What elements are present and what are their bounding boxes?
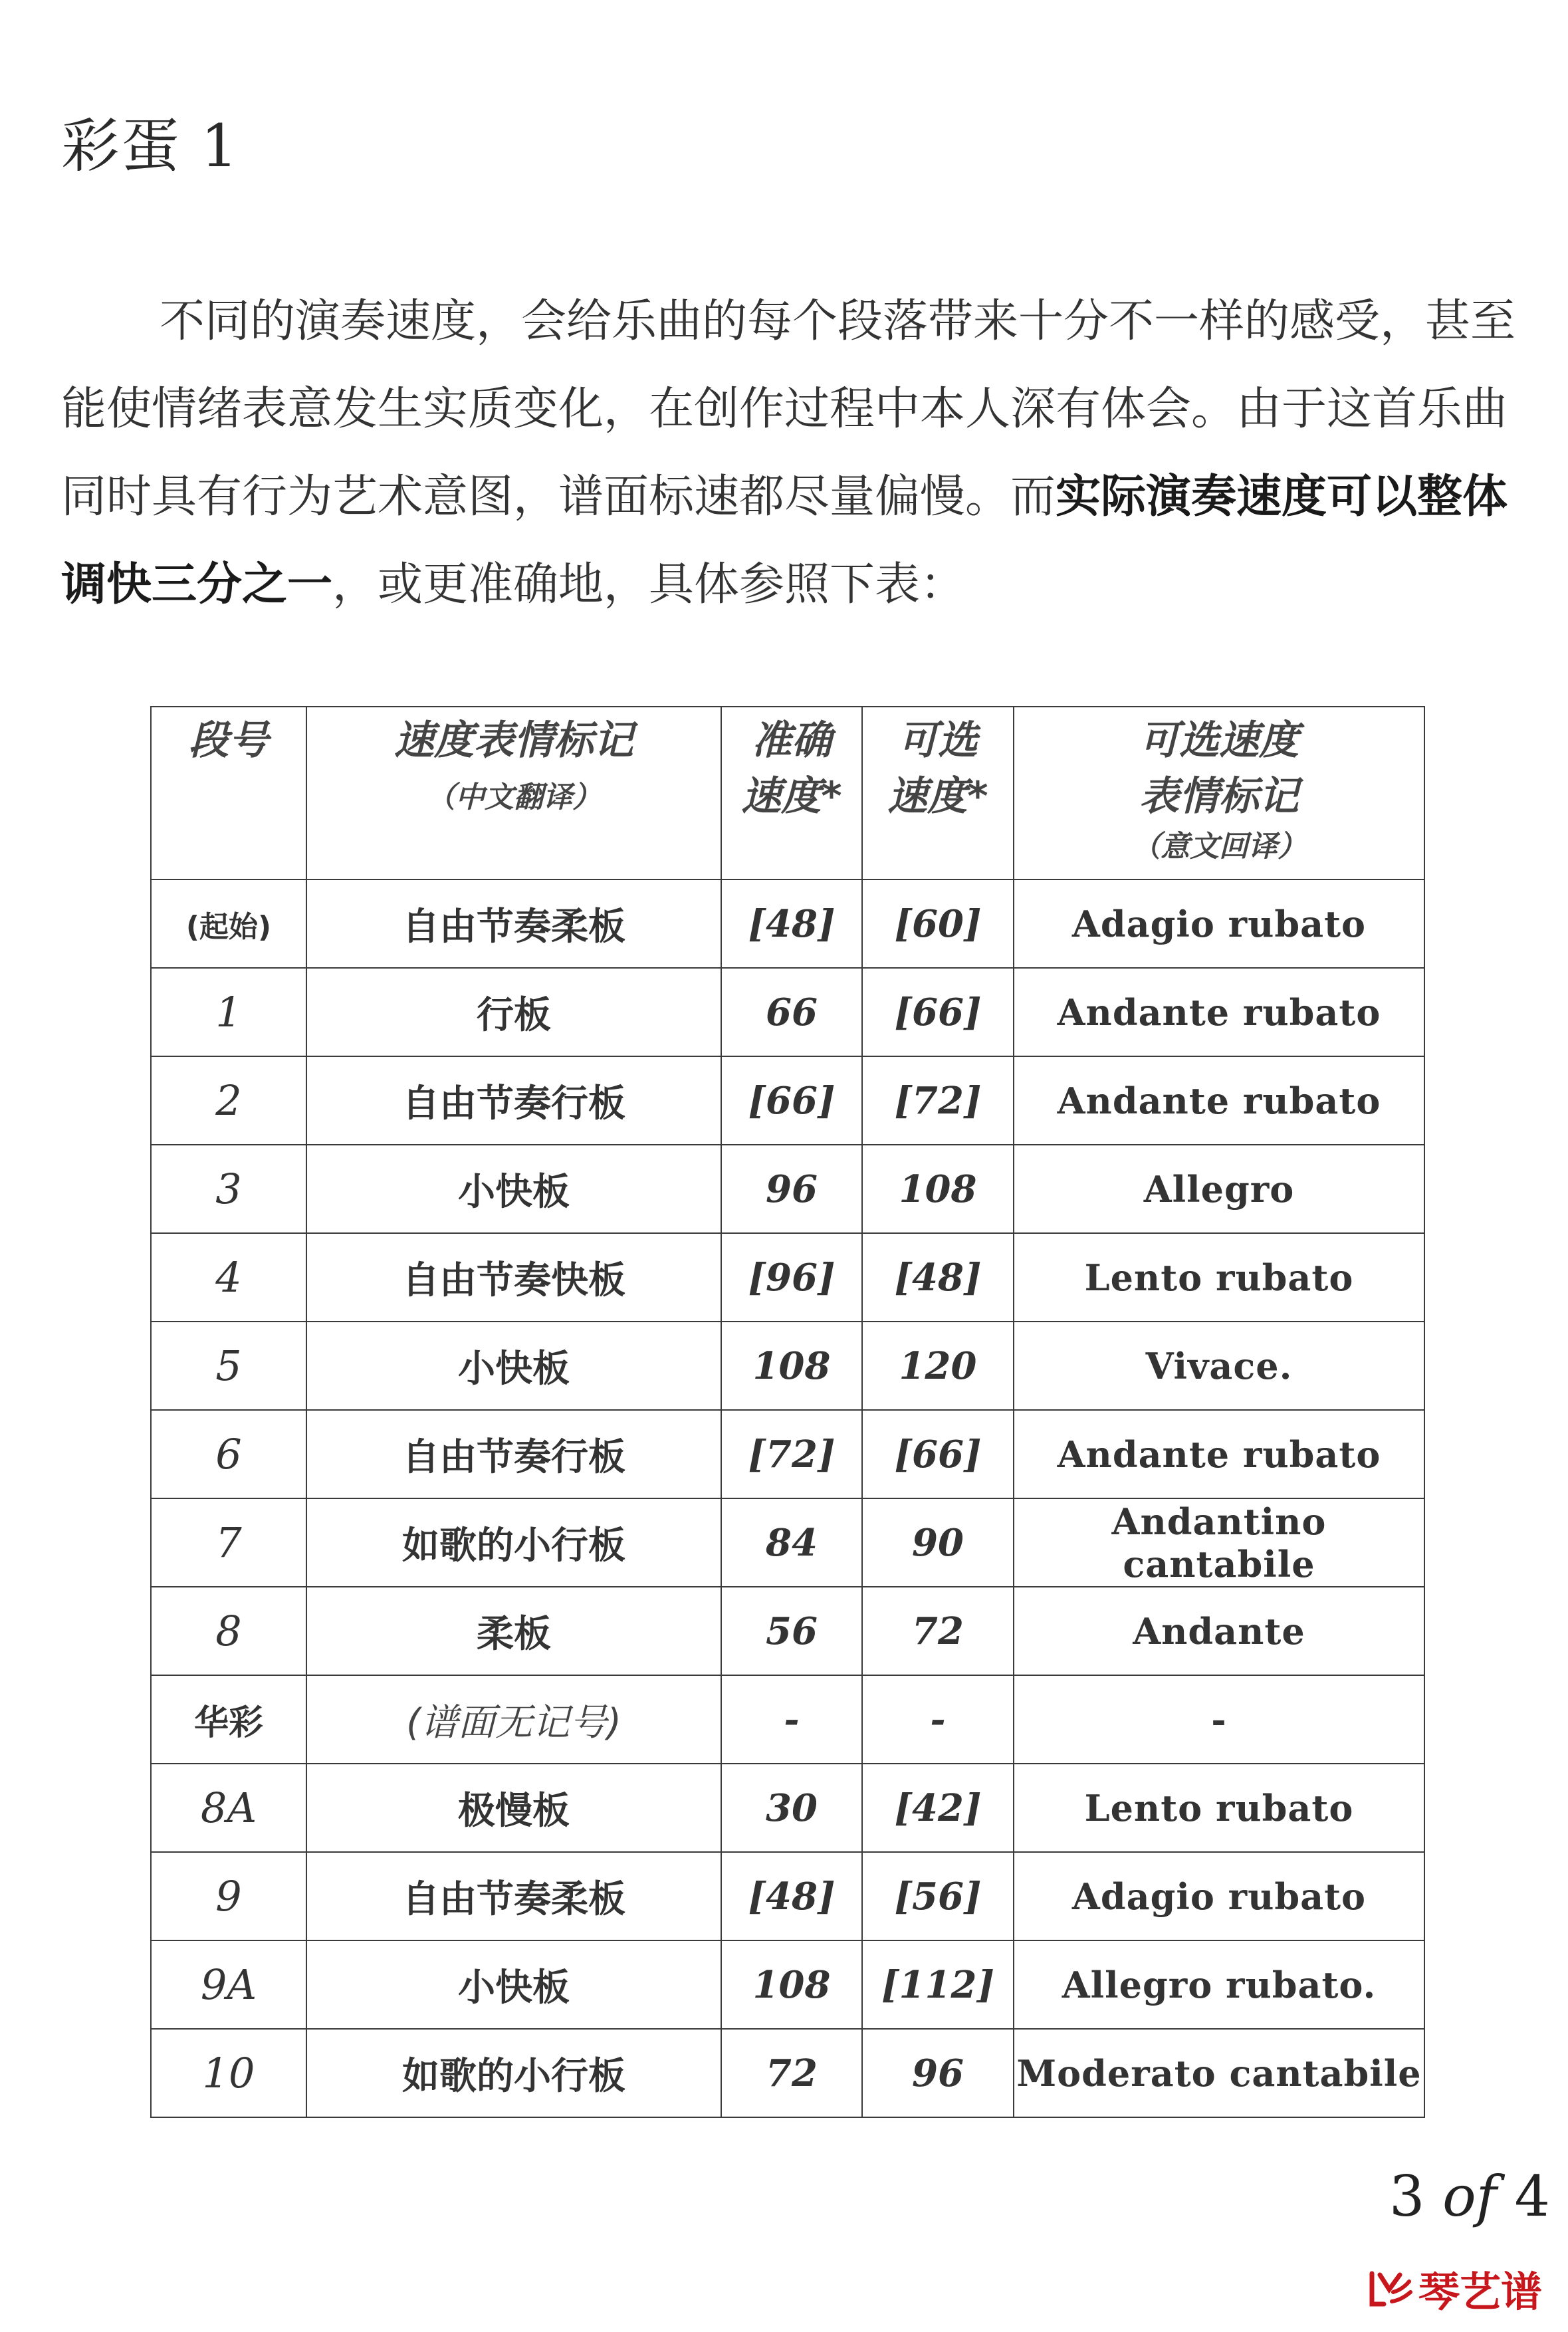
cell-optional-tempo: 96 (862, 2029, 1014, 2117)
brand-logo (1369, 2259, 1542, 2318)
cell-alt-marking: Adagio rubato (1014, 1852, 1424, 1940)
table-row (151, 1410, 1424, 1498)
cell-optional-tempo: [72] (862, 1056, 1014, 1145)
cell-exact-tempo: 56 (721, 1587, 862, 1675)
cell-marking: 如歌的小行板 (306, 2029, 721, 2117)
header-optional-label: 可选 速度* (887, 717, 988, 820)
cell-exact-tempo: - (721, 1675, 862, 1764)
table-row (151, 968, 1424, 1056)
table-header-row (151, 707, 1424, 879)
page-title: 彩蛋 1 (61, 112, 239, 180)
cell-marking: 自由节奏快板 (306, 1233, 721, 1322)
cell-alt-marking: Lento rubato (1014, 1764, 1424, 1852)
cell-alt-marking: Allegro (1014, 1145, 1424, 1233)
cell-optional-tempo: - (862, 1675, 1014, 1764)
table-row (151, 1852, 1424, 1940)
cell-section: 1 (151, 968, 306, 1056)
cell-optional-tempo: [48] (862, 1233, 1014, 1322)
cell-alt-marking: Vivace. (1014, 1322, 1424, 1410)
header-optional-tempo (862, 707, 1014, 879)
page-of: of (1442, 2164, 1497, 2229)
cell-exact-tempo: 108 (721, 1940, 862, 2029)
cell-marking: 自由节奏柔板 (306, 879, 721, 968)
table-row (151, 1940, 1424, 2029)
cell-optional-tempo: [60] (862, 879, 1014, 968)
intro-paragraph (61, 278, 1517, 629)
cell-optional-tempo: 108 (862, 1145, 1014, 1233)
header-alt-marking (1014, 707, 1424, 879)
cell-optional-tempo: 72 (862, 1587, 1014, 1675)
cell-exact-tempo: 108 (721, 1322, 862, 1410)
logo-text: 琴艺谱 (1418, 2268, 1543, 2316)
cell-alt-marking: Adagio rubato (1014, 879, 1424, 968)
cell-alt-marking: Andantino cantabile (1014, 1498, 1424, 1587)
table-row (151, 1764, 1424, 1852)
header-exact-tempo (721, 707, 862, 879)
cell-section: 6 (151, 1410, 306, 1498)
table-row (151, 1587, 1424, 1675)
header-section-label: 段号 (189, 717, 269, 764)
cell-marking: 如歌的小行板 (306, 1498, 721, 1587)
page-current: 3 (1389, 2164, 1425, 2229)
cell-marking: 行板 (306, 968, 721, 1056)
cell-alt-marking: Andante rubato (1014, 968, 1424, 1056)
cell-marking: 自由节奏行板 (306, 1410, 721, 1498)
cell-marking: 自由节奏柔板 (306, 1852, 721, 1940)
cell-exact-tempo: 66 (721, 968, 862, 1056)
cell-optional-tempo: [56] (862, 1852, 1014, 1940)
intro-text: 不同的演奏速度，会给乐曲的每个段落带来十分不一样的感受，甚至能使情绪表意发生实质变化，在创作过程中本人深有体会。由于这首乐曲同时具有行为艺术意图，谱面标速都尽量偏慢。而 (61, 295, 1516, 523)
cell-optional-tempo: 120 (862, 1322, 1014, 1410)
header-exact-label: 准确 速度* (741, 717, 842, 820)
table-row (151, 1233, 1424, 1322)
cell-alt-marking: Andante (1014, 1587, 1424, 1675)
cell-section: 7 (151, 1498, 306, 1587)
cell-alt-marking: - (1014, 1675, 1424, 1764)
cell-section: 5 (151, 1322, 306, 1410)
header-marking-label: 速度表情标记 (394, 717, 633, 764)
cell-optional-tempo: 90 (862, 1498, 1014, 1587)
header-section (151, 707, 306, 879)
cell-exact-tempo: 72 (721, 2029, 862, 2117)
cell-section: 华彩 (151, 1675, 306, 1764)
tempo-table (150, 706, 1425, 2118)
page-number (1389, 2164, 1550, 2229)
table-row (151, 1498, 1424, 1587)
cell-exact-tempo: 84 (721, 1498, 862, 1587)
cell-marking: 小快板 (306, 1322, 721, 1410)
cell-section: 3 (151, 1145, 306, 1233)
table-row (151, 1675, 1424, 1764)
cell-alt-marking: Andante rubato (1014, 1056, 1424, 1145)
cell-exact-tempo: [48] (721, 879, 862, 968)
header-alt-sub: （意文回译） (1131, 830, 1307, 864)
cell-exact-tempo: [96] (721, 1233, 862, 1322)
table-row (151, 879, 1424, 968)
intro-emphasis: 实际演奏速度可以整体调快三分之一 (61, 471, 1508, 611)
cell-optional-tempo: [66] (862, 1410, 1014, 1498)
logo-mark-icon (1369, 2270, 1413, 2308)
page-total: 4 (1514, 2164, 1550, 2229)
header-marking (306, 707, 721, 879)
cell-marking: 柔板 (306, 1587, 721, 1675)
cell-exact-tempo: 30 (721, 1764, 862, 1852)
cell-section: 10 (151, 2029, 306, 2117)
header-marking-sub: （中文翻译） (426, 780, 602, 814)
cell-optional-tempo: [42] (862, 1764, 1014, 1852)
cell-section: 8 (151, 1587, 306, 1675)
cell-optional-tempo: [66] (862, 968, 1014, 1056)
cell-marking: 小快板 (306, 1940, 721, 2029)
cell-marking: 小快板 (306, 1145, 721, 1233)
table-row (151, 1322, 1424, 1410)
cell-section: 9 (151, 1852, 306, 1940)
cell-alt-marking: Andante rubato (1014, 1410, 1424, 1498)
cell-section: (起始) (151, 879, 306, 968)
table-row (151, 1056, 1424, 1145)
header-alt-label: 可选速度 表情标记 (1139, 717, 1299, 820)
cell-section: 2 (151, 1056, 306, 1145)
cell-alt-marking: Lento rubato (1014, 1233, 1424, 1322)
cell-exact-tempo: [48] (721, 1852, 862, 1940)
cell-marking: 自由节奏行板 (306, 1056, 721, 1145)
intro-text-end: ，或更准确地，具体参照下表： (332, 558, 966, 611)
cell-exact-tempo: [72] (721, 1410, 862, 1498)
cell-alt-marking: Moderato cantabile (1014, 2029, 1424, 2117)
cell-marking: (谱面无记号) (306, 1675, 721, 1764)
cell-section: 8A (151, 1764, 306, 1852)
cell-alt-marking: Allegro rubato. (1014, 1940, 1424, 2029)
cell-section: 4 (151, 1233, 306, 1322)
cell-exact-tempo: [66] (721, 1056, 862, 1145)
table-row (151, 2029, 1424, 2117)
cell-section: 9A (151, 1940, 306, 2029)
cell-marking: 极慢板 (306, 1764, 721, 1852)
cell-exact-tempo: 96 (721, 1145, 862, 1233)
table-row (151, 1145, 1424, 1233)
cell-optional-tempo: [112] (862, 1940, 1014, 2029)
